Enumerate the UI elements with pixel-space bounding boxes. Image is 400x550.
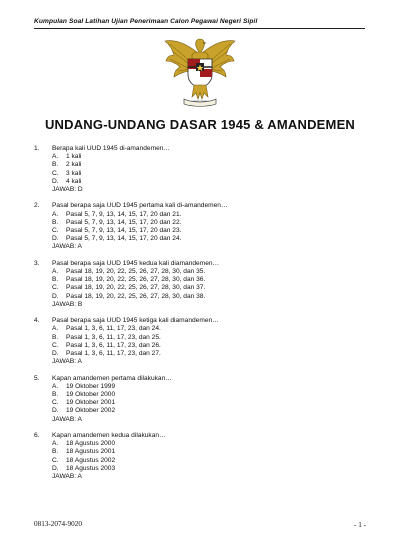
option-list <box>52 211 364 244</box>
option-text: 1 kali <box>66 153 82 161</box>
option-letter: C. <box>52 399 59 407</box>
question-number: 5. <box>34 374 40 382</box>
document-title: UNDANG-UNDANG DASAR 1945 & AMANDEMEN <box>44 117 356 132</box>
option-text: Pasal 1, 3, 6, 11, 17, 23, dan 24. <box>66 325 161 333</box>
option-letter: B. <box>52 276 59 284</box>
option-text: Pasal 18, 19, 20, 22, 25, 26, 27, 28, 30, dan 38. <box>66 292 206 300</box>
option-text: Pasal 1, 3, 6, 11, 17, 23, dan 26. <box>66 341 161 349</box>
option-letter: D. <box>52 235 59 243</box>
answer-option <box>52 334 364 342</box>
option-text: 18 Agustus 2002 <box>66 456 116 464</box>
answer-option <box>52 170 364 178</box>
answer-option <box>52 465 364 473</box>
option-text: 19 Oktober 2002 <box>66 407 116 415</box>
question-line <box>34 432 364 440</box>
question-list <box>34 145 364 489</box>
document-header: Kumpulan Soal Latihan Ujian Penerimaan Calon Pegawai Negeri Sipil <box>34 18 258 25</box>
option-letter: D. <box>52 292 59 300</box>
answer-option <box>52 448 364 456</box>
option-letter: C. <box>52 169 59 177</box>
option-letter: C. <box>52 456 59 464</box>
question-item <box>34 432 364 481</box>
question-line <box>34 317 364 325</box>
answer-key: JAWAB: D <box>52 186 83 194</box>
option-text: Pasal 5, 7, 9, 13, 14, 15, 17, 20 dan 24. <box>66 235 182 243</box>
question-text: Kapan amandemen pertama dilakukan… <box>52 374 172 382</box>
question-item <box>34 317 364 366</box>
answer-option <box>52 235 364 243</box>
option-letter: B. <box>52 391 59 399</box>
option-letter: A. <box>52 210 59 218</box>
answer-option <box>52 440 364 448</box>
answer-option <box>52 342 364 350</box>
question-number: 6. <box>34 432 40 440</box>
option-text: Pasal 5, 7, 9, 13, 14, 15, 17, 20 dan 22. <box>66 218 182 226</box>
option-text: 19 Oktober 2000 <box>66 391 116 399</box>
answer-key: JAWAB: A <box>52 243 82 251</box>
question-item <box>34 260 364 309</box>
option-letter: D. <box>52 407 59 415</box>
option-letter: C. <box>52 227 59 235</box>
option-text: Pasal 5, 7, 9, 13, 14, 15, 17, 20 dan 23. <box>66 227 182 235</box>
option-letter: B. <box>52 333 59 341</box>
option-letter: D. <box>52 177 59 185</box>
answer-option <box>52 399 364 407</box>
question-line <box>34 375 364 383</box>
answer-option <box>52 276 364 284</box>
option-text: 18 Agustus 2000 <box>66 440 116 448</box>
question-number: 3. <box>34 259 40 267</box>
garuda-emblem-icon <box>162 35 238 109</box>
answer-option <box>52 457 364 465</box>
option-text: Pasal 5, 7, 9, 13, 14, 15, 17, 20 dan 21. <box>66 210 182 218</box>
option-letter: B. <box>52 161 59 169</box>
option-letter: D. <box>52 350 59 358</box>
option-letter: C. <box>52 284 59 292</box>
option-text: 18 Agustus 2003 <box>66 464 116 472</box>
answer-option <box>52 227 364 235</box>
option-list <box>52 325 364 358</box>
option-text: 2 kali <box>66 161 82 169</box>
answer-option <box>52 284 364 292</box>
option-list <box>52 153 364 186</box>
question-line <box>34 202 364 210</box>
answer-option <box>52 219 364 227</box>
page-number: - 1 - <box>354 521 366 529</box>
question-number: 4. <box>34 317 40 325</box>
option-letter: B. <box>52 448 59 456</box>
question-text: Berapa kali UUD 1945 di-amandemen… <box>52 145 171 152</box>
answer-option <box>52 383 364 391</box>
question-item <box>34 202 364 251</box>
option-letter: C. <box>52 341 59 349</box>
option-list <box>52 440 364 473</box>
question-number: 1. <box>34 145 40 152</box>
question-number: 2. <box>34 202 40 210</box>
option-text: Pasal 18, 19, 20, 22, 25, 26, 27, 28, 30, dan 35. <box>66 268 206 276</box>
option-text: 4 kali <box>66 177 82 185</box>
answer-option <box>52 391 364 399</box>
question-item <box>34 145 364 194</box>
option-text: Pasal 1, 3, 6, 11, 17, 23, dan 25. <box>66 333 161 341</box>
question-item <box>34 375 364 424</box>
question-line <box>34 145 364 153</box>
question-text: Kapan amandemen kedua dilakukan… <box>52 432 166 440</box>
question-text: Pasal berapa saja UUD 1945 pertama kali di-amandemen… <box>52 202 228 210</box>
option-letter: B. <box>52 218 59 226</box>
answer-key: JAWAB: A <box>52 473 82 481</box>
option-text: 3 kali <box>66 169 82 177</box>
question-text: Pasal berapa saja UUD 1945 ketiga kali diamandemen… <box>52 317 219 325</box>
answer-key: JAWAB: A <box>52 415 82 423</box>
option-letter: D. <box>52 464 59 472</box>
answer-option <box>52 153 364 161</box>
option-text: 19 Oktober 1999 <box>66 382 116 390</box>
option-list <box>52 383 364 416</box>
answer-key: JAWAB: B <box>52 300 83 308</box>
option-letter: A. <box>52 153 59 161</box>
option-letter: A. <box>52 268 59 276</box>
option-text: 18 Agustus 2001 <box>66 448 116 456</box>
answer-option <box>52 293 364 301</box>
option-letter: A. <box>52 440 59 448</box>
answer-option <box>52 268 364 276</box>
answer-option <box>52 161 364 169</box>
option-list <box>52 268 364 301</box>
question-line <box>34 260 364 268</box>
option-letter: A. <box>52 382 59 390</box>
option-text: Pasal 18, 19, 20, 22, 25, 26, 27, 28, 30, dan 37. <box>66 284 206 292</box>
question-text: Pasal berapa saja UUD 1945 kedua kali diamandemen… <box>52 259 220 267</box>
answer-option <box>52 211 364 219</box>
option-text: Pasal 1, 3, 6, 11, 17, 23, dan 27. <box>66 350 161 358</box>
answer-key: JAWAB: A <box>52 358 82 366</box>
option-text: 19 Oktober 2001 <box>66 399 116 407</box>
header-divider <box>34 28 365 29</box>
option-text: Pasal 18, 19, 20, 22, 25, 26, 27, 28, 30, dan 36. <box>66 276 206 284</box>
answer-option <box>52 178 364 186</box>
answer-option <box>52 350 364 358</box>
answer-option <box>52 325 364 333</box>
option-letter: A. <box>52 325 59 333</box>
footer-phone: 0813-2074-9020 <box>34 520 82 528</box>
answer-option <box>52 407 364 415</box>
